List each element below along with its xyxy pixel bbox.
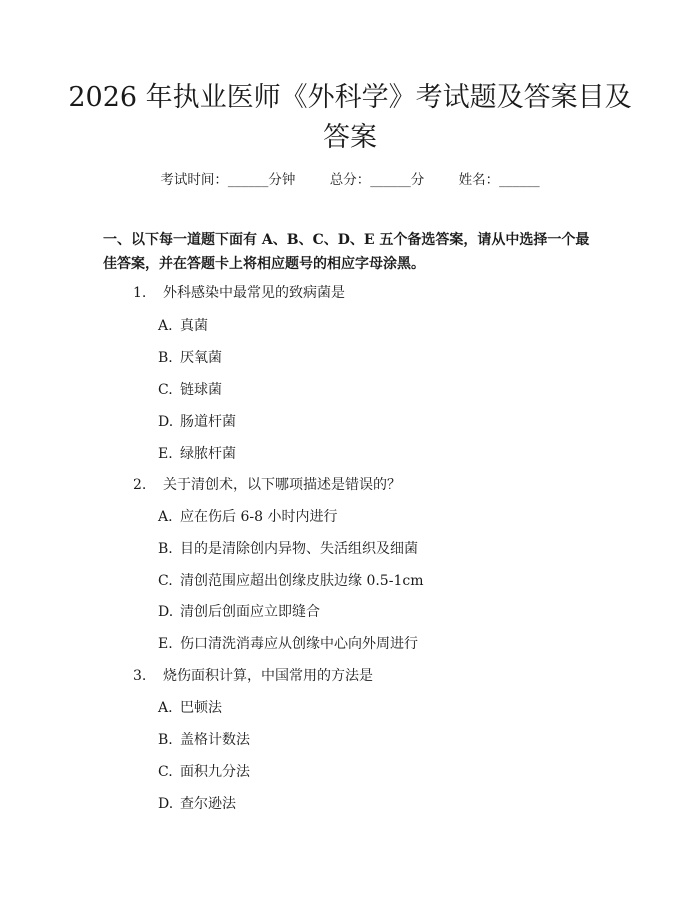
option-text: 链球菌	[180, 382, 222, 398]
option-letter: D.	[158, 414, 174, 430]
option-text: 盖格计数法	[180, 732, 250, 748]
option-3c	[158, 761, 250, 781]
option-letter: E.	[158, 636, 173, 652]
option-1b	[158, 347, 222, 367]
section-heading: 一、以下每一道题下面有 A、B、C、D、E 五个备选答案，请从中选择一个最佳答案，并在答题卡上将相应题号的相应字母涂黑。	[103, 232, 590, 272]
option-1e	[158, 443, 236, 463]
exam-info-line	[0, 168, 700, 188]
option-text: 目的是清除创内异物、失活组织及细菌	[180, 541, 418, 557]
option-2a	[158, 506, 337, 526]
option-3d	[158, 793, 236, 813]
option-letter: A.	[158, 509, 173, 525]
question-1	[133, 282, 345, 302]
name-blank: ______	[499, 172, 540, 188]
time-label: 考试时间：	[160, 172, 228, 188]
score-blank: ______	[370, 172, 411, 188]
score-label: 总分：	[329, 172, 371, 188]
option-letter: D.	[158, 796, 174, 812]
option-text: 肠道杆菌	[180, 414, 236, 430]
question-3	[133, 665, 373, 685]
document-title: 2026 年执业医师《外科学》考试题及答案目及答案	[68, 82, 632, 153]
option-letter: B.	[158, 541, 173, 557]
option-letter: A.	[158, 318, 173, 334]
option-text: 查尔逊法	[180, 796, 236, 812]
option-letter: D.	[158, 604, 174, 620]
time-blank: ______	[227, 172, 269, 188]
question-number: 3.	[133, 668, 147, 684]
option-text: 绿脓杆菌	[180, 446, 236, 462]
question-text: 关于清创术，以下哪项描述是错误的？	[163, 477, 401, 493]
option-letter: C.	[158, 382, 173, 398]
option-letter: A.	[158, 700, 173, 716]
option-letter: E.	[158, 446, 173, 462]
option-text: 面积九分法	[180, 764, 250, 780]
option-letter: C.	[158, 573, 173, 589]
option-text: 真菌	[180, 318, 208, 334]
option-text: 清创范围应超出创缘皮肤边缘 0.5-1cm	[180, 573, 424, 589]
option-letter: B.	[158, 732, 173, 748]
question-number: 2.	[133, 477, 147, 493]
option-text: 清创后创面应立即缝合	[180, 604, 320, 620]
time-unit: 分钟	[268, 172, 296, 188]
option-2d	[158, 601, 320, 621]
question-text: 烧伤面积计算，中国常用的方法是	[163, 668, 373, 684]
option-1c	[158, 379, 222, 399]
option-text: 伤口清洗消毒应从创缘中心向外周进行	[180, 636, 418, 652]
question-text: 外科感染中最常见的致病菌是	[163, 285, 345, 301]
option-letter: B.	[158, 350, 173, 366]
option-1d	[158, 411, 236, 431]
option-3a	[158, 697, 222, 717]
option-3b	[158, 729, 250, 749]
option-text: 巴顿法	[180, 700, 222, 716]
option-2e	[158, 633, 418, 653]
option-2c	[158, 570, 423, 590]
option-text: 厌氧菌	[180, 350, 222, 366]
question-2	[133, 474, 401, 494]
question-number: 1.	[133, 285, 147, 301]
score-unit: 分	[410, 172, 425, 188]
option-letter: C.	[158, 764, 173, 780]
option-2b	[158, 538, 418, 558]
option-1a	[158, 315, 208, 335]
name-label: 姓名：	[458, 172, 500, 188]
option-text: 应在伤后 6-8 小时内进行	[180, 509, 338, 525]
